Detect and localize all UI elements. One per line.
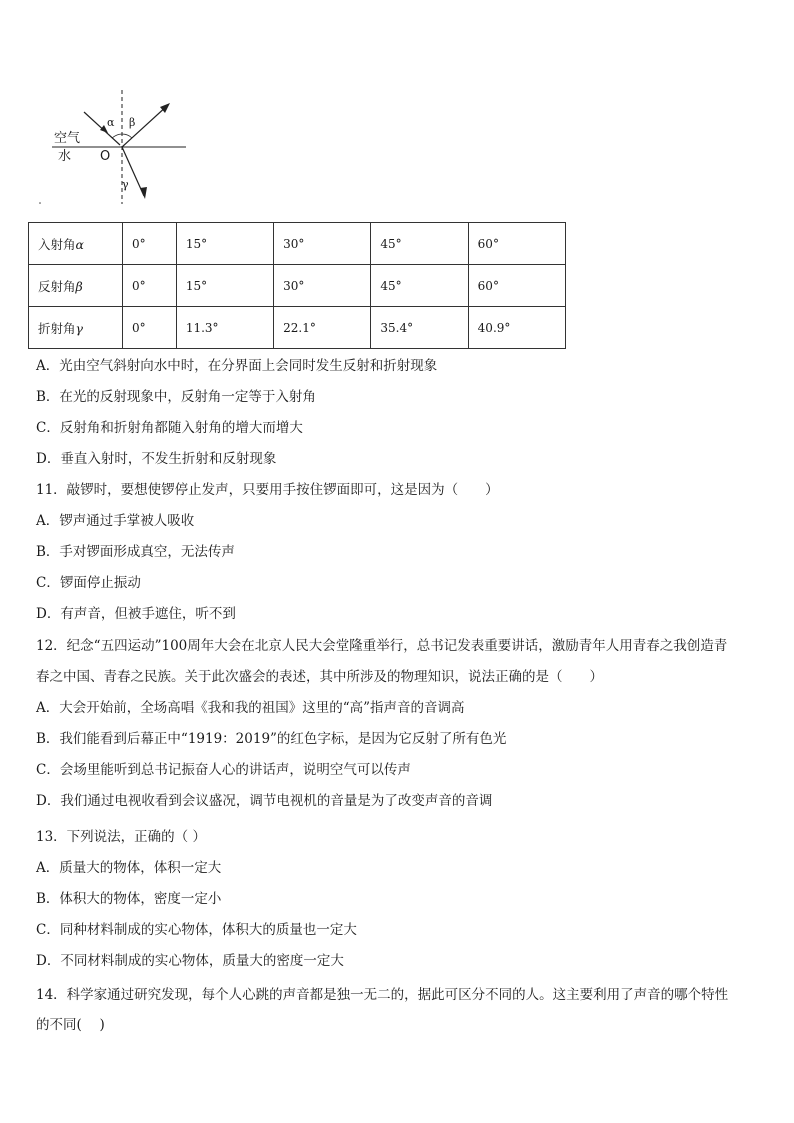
beta-arc xyxy=(122,134,132,138)
alpha-label: α xyxy=(107,116,115,129)
option-c-q12: C．会场里能听到总书记振奋人心的讲话声，说明空气可以传声 xyxy=(36,762,411,778)
option-d-q10: D．垂直入射时，不发生折射和反射现象 xyxy=(36,451,277,467)
table-cell: 15° xyxy=(176,265,273,307)
angle-table xyxy=(28,222,566,349)
table-cell: 30° xyxy=(274,265,371,307)
refraction-diagram-svg xyxy=(36,88,206,206)
option-a-q11: A．锣声通过手掌被人吸收 xyxy=(36,513,195,529)
table-cell: 60° xyxy=(468,223,565,265)
alpha-arc xyxy=(112,134,122,138)
option-d-q12: D．我们通过电视收看到会议盛况，调节电视机的音量是为了改变声音的音调 xyxy=(36,793,493,809)
question-12-stem-line1: 12．纪念“五四运动”100周年大会在北京人民大会堂隆重举行，总书记发表重要讲话，激励青年人用青春之我创造青 xyxy=(36,638,728,654)
question-12-stem-line2: 春之中国、青春之民族。关于此次盛会的表述，其中所涉及的物理知识，说法正确的是（ ） xyxy=(36,669,603,685)
table-cell: 30° xyxy=(274,223,371,265)
row-header: 反射角β xyxy=(29,265,123,307)
table-cell: 45° xyxy=(371,223,468,265)
table-row xyxy=(29,223,566,265)
question-14-stem-line1: 14．科学家通过研究发现，每个人心跳的声音都是独一无二的，据此可区分不同的人。这主要利用了声音的哪个特性 xyxy=(36,987,729,1003)
stray-mark xyxy=(39,202,41,204)
option-a-q13: A．质量大的物体，体积一定大 xyxy=(36,860,222,876)
table-cell: 0° xyxy=(123,307,177,349)
option-c-q13: C．同种材料制成的实心物体，体积大的质量也一定大 xyxy=(36,922,357,938)
question-11-stem: 11．敲锣时，要想使锣停止发声，只要用手按住锣面即可，这是因为（ ） xyxy=(36,482,499,498)
table-cell: 60° xyxy=(468,265,565,307)
option-d-q13: D．不同材料制成的实心物体，质量大的密度一定大 xyxy=(36,953,344,969)
question-14-stem-line2: 的不同( ) xyxy=(36,1017,105,1033)
row-header: 折射角γ xyxy=(29,307,123,349)
option-c-q11: C．锣面停止振动 xyxy=(36,575,141,591)
option-c-q10: C．反射角和折射角都随入射角的增大而增大 xyxy=(36,420,303,436)
option-b-q12: B．我们能看到后幕正中“1919：2019”的红色字标，是因为它反射了所有色光 xyxy=(36,731,507,747)
table-cell: 40.9° xyxy=(468,307,565,349)
table-cell: 22.1° xyxy=(274,307,371,349)
beta-label: β xyxy=(129,116,136,129)
refracted-arrow-icon xyxy=(140,187,147,199)
option-a-q10: A．光由空气斜射向水中时，在分界面上会同时发生反射和折射现象 xyxy=(36,358,438,374)
row-header: 入射角α xyxy=(29,223,123,265)
air-label: 空气 xyxy=(54,131,81,146)
option-a-q12: A．大会开始前，全场高唱《我和我的祖国》这里的“高”指声音的音调高 xyxy=(36,700,465,716)
table-cell: 11.3° xyxy=(176,307,273,349)
gamma-label: γ xyxy=(122,178,129,191)
question-13-stem: 13．下列说法，正确的（ ） xyxy=(36,829,206,845)
table-cell: 45° xyxy=(371,265,468,307)
table-row xyxy=(29,307,566,349)
water-label: 水 xyxy=(58,149,72,164)
table-row xyxy=(29,265,566,307)
table-cell: 35.4° xyxy=(371,307,468,349)
refraction-diagram xyxy=(36,88,206,206)
table-cell: 15° xyxy=(176,223,273,265)
option-b-q10: B．在光的反射现象中，反射角一定等于入射角 xyxy=(36,389,316,405)
option-d-q11: D．有声音，但被手遮住，听不到 xyxy=(36,606,236,622)
option-b-q11: B．手对锣面形成真空，无法传声 xyxy=(36,544,235,560)
option-b-q13: B．体积大的物体，密度一定小 xyxy=(36,891,222,907)
table-cell: 0° xyxy=(123,223,177,265)
table-cell: 0° xyxy=(123,265,177,307)
point-o-label: O xyxy=(100,149,111,164)
